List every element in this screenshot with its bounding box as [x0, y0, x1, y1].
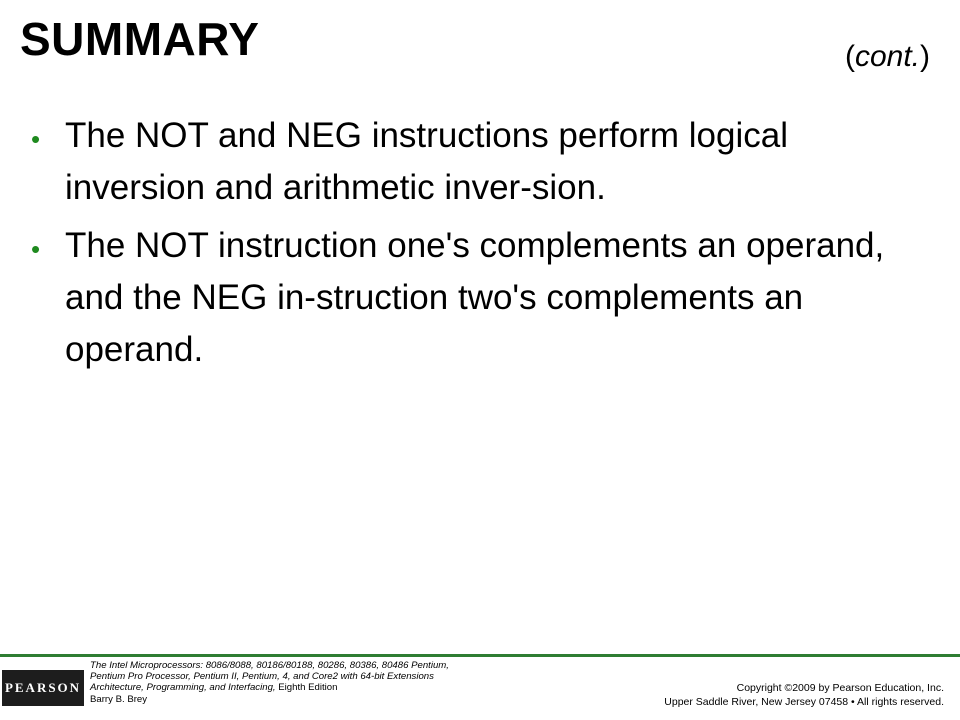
copyright-line2: Upper Saddle River, New Jersey 07458 • All rights reserved. — [664, 696, 944, 708]
bullet-dot-icon: • — [31, 124, 41, 154]
bullet-text: The NOT and NEG instructions perform logical inversion and arithmetic inver-sion. — [65, 116, 788, 207]
continued-label — [845, 40, 930, 73]
book-citation — [90, 660, 560, 705]
book-author: Barry B. Brey — [90, 693, 148, 705]
cont-open-paren: ( — [844, 40, 855, 73]
book-citation-line3 — [90, 682, 560, 693]
pearson-logo-text: PEARSON — [4, 680, 82, 695]
copyright-notice — [664, 681, 944, 709]
bullet-text: The NOT instruction one's complements an operand, and the NEG in-struction two's complements an operand. — [65, 226, 885, 369]
book-citation-edition: Eighth Edition — [275, 682, 338, 694]
slide-title: SUMMARY — [20, 13, 260, 65]
cont-word: cont. — [854, 40, 920, 73]
bullet-item — [27, 220, 927, 376]
bullet-dot-icon: • — [31, 234, 41, 264]
footer-divider — [0, 654, 960, 657]
book-citation-subtitle: Architecture, Programming, and Interfacing, — [90, 682, 276, 694]
cont-close-paren: ) — [920, 40, 930, 73]
book-citation-line2: Pentium Pro Processor, Pentium II, Pentium, 4, and Core2 with 64-bit Extensions — [90, 671, 434, 683]
copyright-line1: Copyright ©2009 by Pearson Education, Inc. — [736, 682, 944, 694]
pearson-logo — [2, 670, 84, 706]
book-citation-line1: The Intel Microprocessors: 8086/8088, 80186/80188, 80286, 80386, 80486 Pentium, — [90, 660, 449, 671]
bullet-item — [27, 110, 927, 214]
bullet-list — [27, 110, 927, 382]
